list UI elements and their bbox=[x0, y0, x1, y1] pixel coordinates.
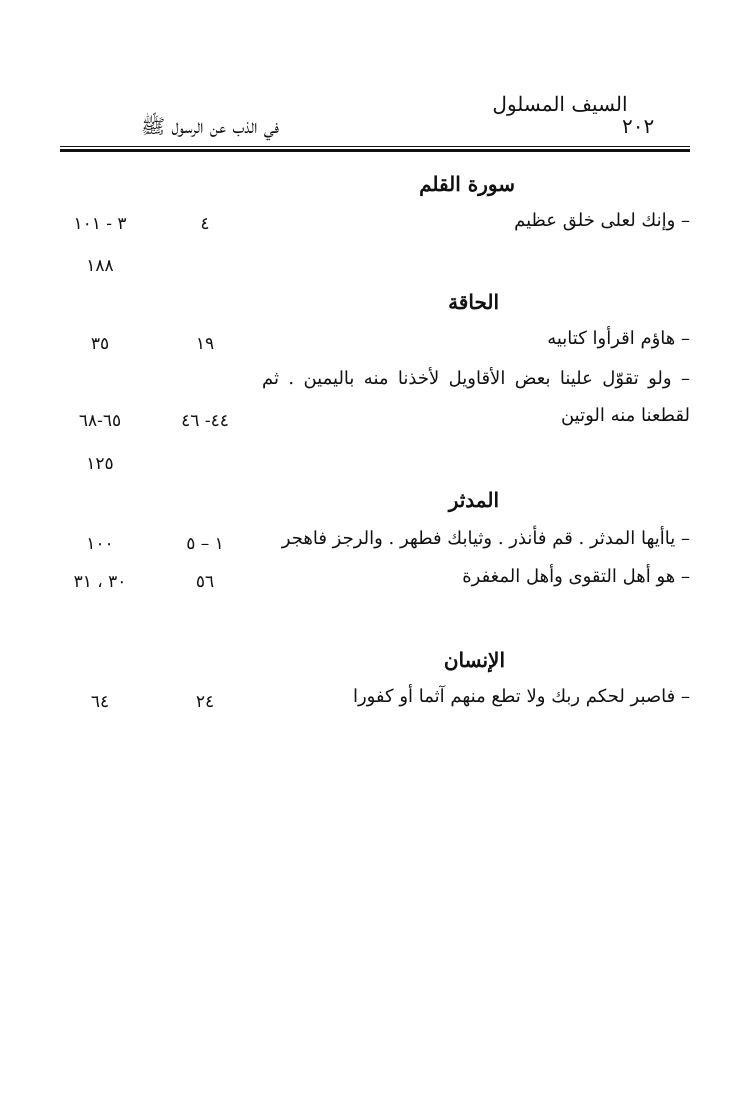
ayah-number: ٤ bbox=[200, 214, 210, 234]
header-rule-thick bbox=[60, 149, 690, 152]
page-reference: ٦٥-٦٨ bbox=[78, 411, 122, 431]
verse-text: – هو أهل التقوى وأهل المغفرة bbox=[462, 566, 690, 587]
verse-text: – فاصبر لحكم ربك ولا تطع منهم آثما أو كفورا bbox=[352, 686, 690, 707]
verse-text: – ياأيها المدثر . قم فأنذر . وثيابك فطهر . والرجز فاهجر bbox=[281, 528, 690, 549]
page-number: ٢٠٢ bbox=[622, 114, 655, 138]
section-title-haqqa: الحاقة bbox=[448, 290, 499, 314]
page-reference: ١٨٨ bbox=[86, 256, 114, 276]
section-title-qalam: سورة القلم bbox=[419, 172, 515, 196]
ayah-number: ٥٦ bbox=[195, 572, 215, 592]
page-reference: ٣ - ١٠١ bbox=[73, 214, 127, 234]
ayah-number: ٤٤- ٤٦ bbox=[181, 411, 229, 431]
verse-text: لقطعنا منه الوتين bbox=[560, 405, 690, 426]
ayah-number: ١ – ٥ bbox=[186, 534, 224, 554]
page-reference: ١٢٥ bbox=[86, 454, 114, 474]
page-reference: ٣٥ bbox=[90, 334, 110, 354]
header-book-title: السيف المسلول bbox=[492, 92, 628, 116]
ayah-number: ٢٤ bbox=[195, 692, 215, 712]
section-title-insan: الإنسان bbox=[443, 648, 505, 672]
page-reference: ٦٤ bbox=[90, 692, 110, 712]
header-rule-thin bbox=[60, 146, 690, 147]
page-reference: ١٠٠ bbox=[86, 534, 114, 554]
header-book-subtitle: في الذب عن الرسول ﷺ bbox=[141, 114, 279, 138]
verse-text: – ولو تقوّل علينا بعض الأقاويل لأخذنا منه باليمين . ثم bbox=[262, 368, 690, 389]
ayah-number: ١٩ bbox=[195, 334, 215, 354]
verse-text: – وإنك لعلى خلق عظيم bbox=[514, 210, 690, 231]
page-reference: ٣٠ ، ٣١ bbox=[73, 572, 127, 592]
verse-text: – هاؤم اقرأوا كتابيه bbox=[547, 328, 690, 349]
section-title-muddaththir: المدثر bbox=[448, 488, 499, 512]
